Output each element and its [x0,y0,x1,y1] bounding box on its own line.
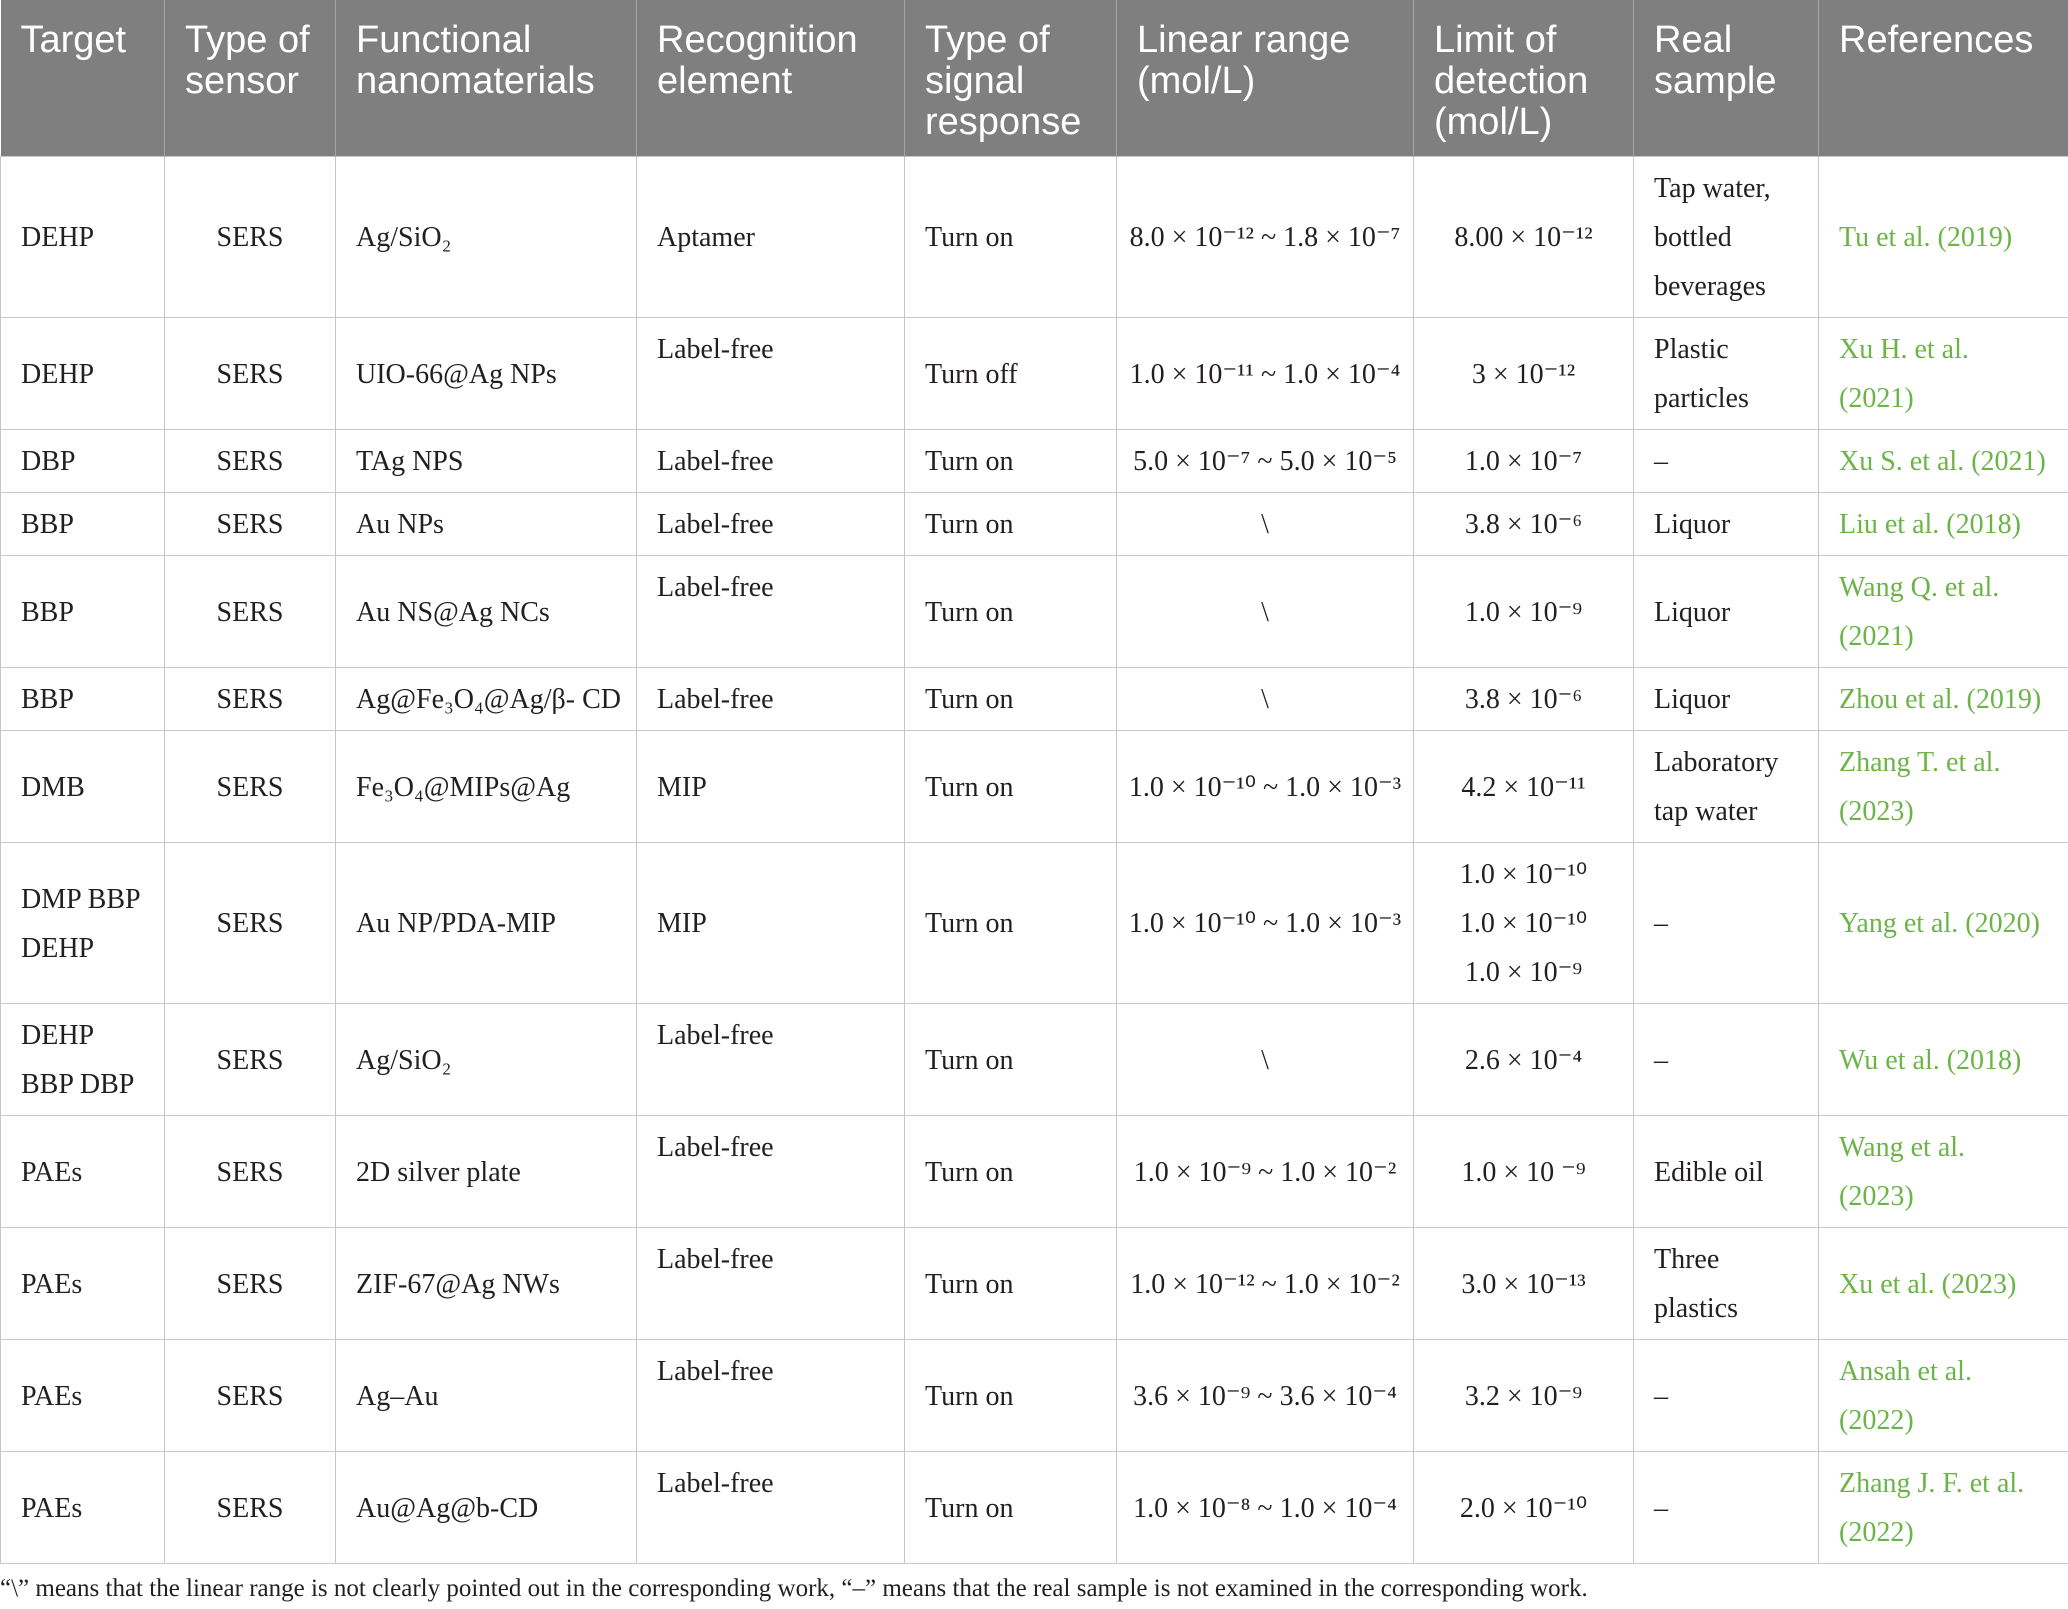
recognition-element-cell: Label-free [637,493,905,556]
real-sample-cell: Tap water, bottled beverages [1634,157,1819,318]
table-row [1,1228,2068,1340]
table-row [1,556,2068,668]
reference-link[interactable]: Xu H. et al. (2021) [1819,318,2068,430]
signal-response-cell: Turn on [905,1340,1117,1452]
target-cell: BBP [1,493,165,556]
nanomaterial-cell: Au NP/PDA-MIP [336,843,637,1004]
linear-range-cell: 5.0 × 10⁻⁷ ~ 5.0 × 10⁻⁵ [1117,430,1414,493]
nanomaterial-cell: Ag–Au [336,1340,637,1452]
sensor-type-cell: SERS [165,318,336,430]
target-cell: PAEs [1,1116,165,1228]
signal-response-cell: Turn on [905,493,1117,556]
sensor-type-cell: SERS [165,1340,336,1452]
recognition-element-cell: Label-free [637,1228,905,1340]
table-header [1,0,2068,157]
sensor-type-cell: SERS [165,430,336,493]
detection-limit-cell: 1.0 × 10⁻⁷ [1414,430,1634,493]
recognition-element-cell: MIP [637,731,905,843]
nanomaterial-cell: Au NS@Ag NCs [336,556,637,668]
detection-limit-cell: 3.8 × 10⁻⁶ [1414,668,1634,731]
nanomaterial-cell: Fe₃O₄@MIPs@Ag [336,731,637,843]
reference-link[interactable]: Zhou et al. (2019) [1819,668,2068,731]
table-body [1,157,2068,1564]
target-cell: DBP [1,430,165,493]
header-row [1,0,2068,157]
recognition-element-cell: Label-free [637,430,905,493]
recognition-element-cell: Label-free [637,1116,905,1228]
signal-response-cell: Turn on [905,731,1117,843]
detection-limit-cell: 8.00 × 10⁻¹² [1414,157,1634,318]
detection-limit-cell: 4.2 × 10⁻¹¹ [1414,731,1634,843]
recognition-element-cell: Label-free [637,1340,905,1452]
table-row [1,1452,2068,1564]
target-cell: PAEs [1,1452,165,1564]
target-cell: DEHP [1,318,165,430]
table-row [1,493,2068,556]
column-header-references: References [1819,0,2068,157]
nanomaterial-cell: Ag/SiO₂ [336,157,637,318]
reference-link[interactable]: Wang et al. (2023) [1819,1116,2068,1228]
detection-limit-cell: 3 × 10⁻¹² [1414,318,1634,430]
sensor-type-cell: SERS [165,493,336,556]
signal-response-cell: Turn on [905,668,1117,731]
column-header-linear-range: Linear range (mol/L) [1117,0,1414,157]
linear-range-cell: 8.0 × 10⁻¹² ~ 1.8 × 10⁻⁷ [1117,157,1414,318]
reference-link[interactable]: Xu S. et al. (2021) [1819,430,2068,493]
recognition-element-cell: Label-free [637,556,905,668]
nanomaterial-cell: 2D silver plate [336,1116,637,1228]
table-row [1,318,2068,430]
recognition-element-cell: Aptamer [637,157,905,318]
real-sample-cell: Plastic particles [1634,318,1819,430]
signal-response-cell: Turn on [905,1452,1117,1564]
reference-link[interactable]: Yang et al. (2020) [1819,843,2068,1004]
linear-range-cell: \ [1117,493,1414,556]
signal-response-cell: Turn on [905,1004,1117,1116]
sensor-type-cell: SERS [165,1116,336,1228]
nanomaterial-cell: Ag@Fe₃O₄@Ag/β- CD [336,668,637,731]
signal-response-cell: Turn on [905,430,1117,493]
column-header-detection-limit: Limit of detection (mol/L) [1414,0,1634,157]
table-row [1,430,2068,493]
nanomaterial-cell: UIO-66@Ag NPs [336,318,637,430]
nanomaterial-cell: Au@Ag@b-CD [336,1452,637,1564]
column-header-recognition-element: Recognition element [637,0,905,157]
recognition-element-cell: Label-free [637,1452,905,1564]
sensor-type-cell: SERS [165,843,336,1004]
real-sample-cell: Edible oil [1634,1116,1819,1228]
linear-range-cell: 1.0 × 10⁻¹² ~ 1.0 × 10⁻² [1117,1228,1414,1340]
reference-link[interactable]: Zhang J. F. et al. (2022) [1819,1452,2068,1564]
real-sample-cell: Liquor [1634,556,1819,668]
table-row [1,843,2068,1004]
target-cell: BBP [1,556,165,668]
target-cell: PAEs [1,1228,165,1340]
sensor-type-cell: SERS [165,731,336,843]
linear-range-cell: 1.0 × 10⁻¹⁰ ~ 1.0 × 10⁻³ [1117,731,1414,843]
signal-response-cell: Turn on [905,1228,1117,1340]
reference-link[interactable]: Ansah et al. (2022) [1819,1340,2068,1452]
column-header-sensor-type: Type of sensor [165,0,336,157]
recognition-element-cell: Label-free [637,318,905,430]
signal-response-cell: Turn on [905,556,1117,668]
linear-range-cell: 1.0 × 10⁻¹⁰ ~ 1.0 × 10⁻³ [1117,843,1414,1004]
detection-limit-cell: 2.6 × 10⁻⁴ [1414,1004,1634,1116]
real-sample-cell: Liquor [1634,493,1819,556]
real-sample-cell: – [1634,843,1819,1004]
signal-response-cell: Turn on [905,157,1117,318]
sensor-type-cell: SERS [165,157,336,318]
linear-range-cell: 1.0 × 10⁻¹¹ ~ 1.0 × 10⁻⁴ [1117,318,1414,430]
table-row [1,1116,2068,1228]
detection-limit-cell: 3.0 × 10⁻¹³ [1414,1228,1634,1340]
signal-response-cell: Turn on [905,843,1117,1004]
detection-limit-cell: 1.0 × 10⁻⁹ [1414,556,1634,668]
real-sample-cell: – [1634,430,1819,493]
linear-range-cell: \ [1117,668,1414,731]
table-row [1,157,2068,318]
sensor-type-cell: SERS [165,556,336,668]
nanomaterial-cell: TAg NPS [336,430,637,493]
recognition-element-cell: MIP [637,843,905,1004]
table-row [1,1004,2068,1116]
signal-response-cell: Turn off [905,318,1117,430]
column-header-signal-response: Type of signal response [905,0,1117,157]
nanomaterial-cell: ZIF-67@Ag NWs [336,1228,637,1340]
target-cell: BBP [1,668,165,731]
sensor-type-cell: SERS [165,1004,336,1116]
real-sample-cell: – [1634,1340,1819,1452]
target-cell: DEHP [1,157,165,318]
linear-range-cell: 1.0 × 10⁻⁸ ~ 1.0 × 10⁻⁴ [1117,1452,1414,1564]
real-sample-cell: Three plastics [1634,1228,1819,1340]
reference-link[interactable]: Xu et al. (2023) [1819,1228,2068,1340]
detection-limit-cell: 3.2 × 10⁻⁹ [1414,1340,1634,1452]
table-footnote: “\” means that the linear range is not clearly pointed out in the corresponding work, “–” means that the real sample is not examined in the corresponding work. [0,1575,1588,1602]
linear-range-cell: 3.6 × 10⁻⁹ ~ 3.6 × 10⁻⁴ [1117,1340,1414,1452]
real-sample-cell: Liquor [1634,668,1819,731]
sensor-type-cell: SERS [165,1228,336,1340]
reference-link[interactable]: Wang Q. et al. (2021) [1819,556,2068,668]
target-cell: PAEs [1,1340,165,1452]
column-header-nanomaterials: Functional nanomaterials [336,0,637,157]
real-sample-cell: Laboratory tap water [1634,731,1819,843]
signal-response-cell: Turn on [905,1116,1117,1228]
table-row [1,1340,2068,1452]
sensor-type-cell: SERS [165,668,336,731]
nanomaterial-cell: Ag/SiO₂ [336,1004,637,1116]
detection-limit-cell: 2.0 × 10⁻¹⁰ [1414,1452,1634,1564]
target-cell: DEHP BBP DBP [1,1004,165,1116]
reference-link[interactable]: Tu et al. (2019) [1819,157,2068,318]
target-cell: DMB [1,731,165,843]
table-row [1,731,2068,843]
linear-range-cell: \ [1117,1004,1414,1116]
target-cell: DMP BBP DEHP [1,843,165,1004]
column-header-target: Target [1,0,165,157]
column-header-real-sample: Real sample [1634,0,1819,157]
detection-limit-cell: 1.0 × 10⁻¹⁰ 1.0 × 10⁻¹⁰ 1.0 × 10⁻⁹ [1414,843,1634,1004]
recognition-element-cell: Label-free [637,668,905,731]
real-sample-cell: – [1634,1004,1819,1116]
linear-range-cell: 1.0 × 10⁻⁹ ~ 1.0 × 10⁻² [1117,1116,1414,1228]
nanomaterial-cell: Au NPs [336,493,637,556]
recognition-element-cell: Label-free [637,1004,905,1116]
sensor-type-cell: SERS [165,1452,336,1564]
linear-range-cell: \ [1117,556,1414,668]
detection-limit-cell: 1.0 × 10 ⁻⁹ [1414,1116,1634,1228]
reference-link[interactable]: Liu et al. (2018) [1819,493,2068,556]
reference-link[interactable]: Wu et al. (2018) [1819,1004,2068,1116]
table-row [1,668,2068,731]
detection-limit-cell: 3.8 × 10⁻⁶ [1414,493,1634,556]
reference-link[interactable]: Zhang T. et al. (2023) [1819,731,2068,843]
real-sample-cell: – [1634,1452,1819,1564]
